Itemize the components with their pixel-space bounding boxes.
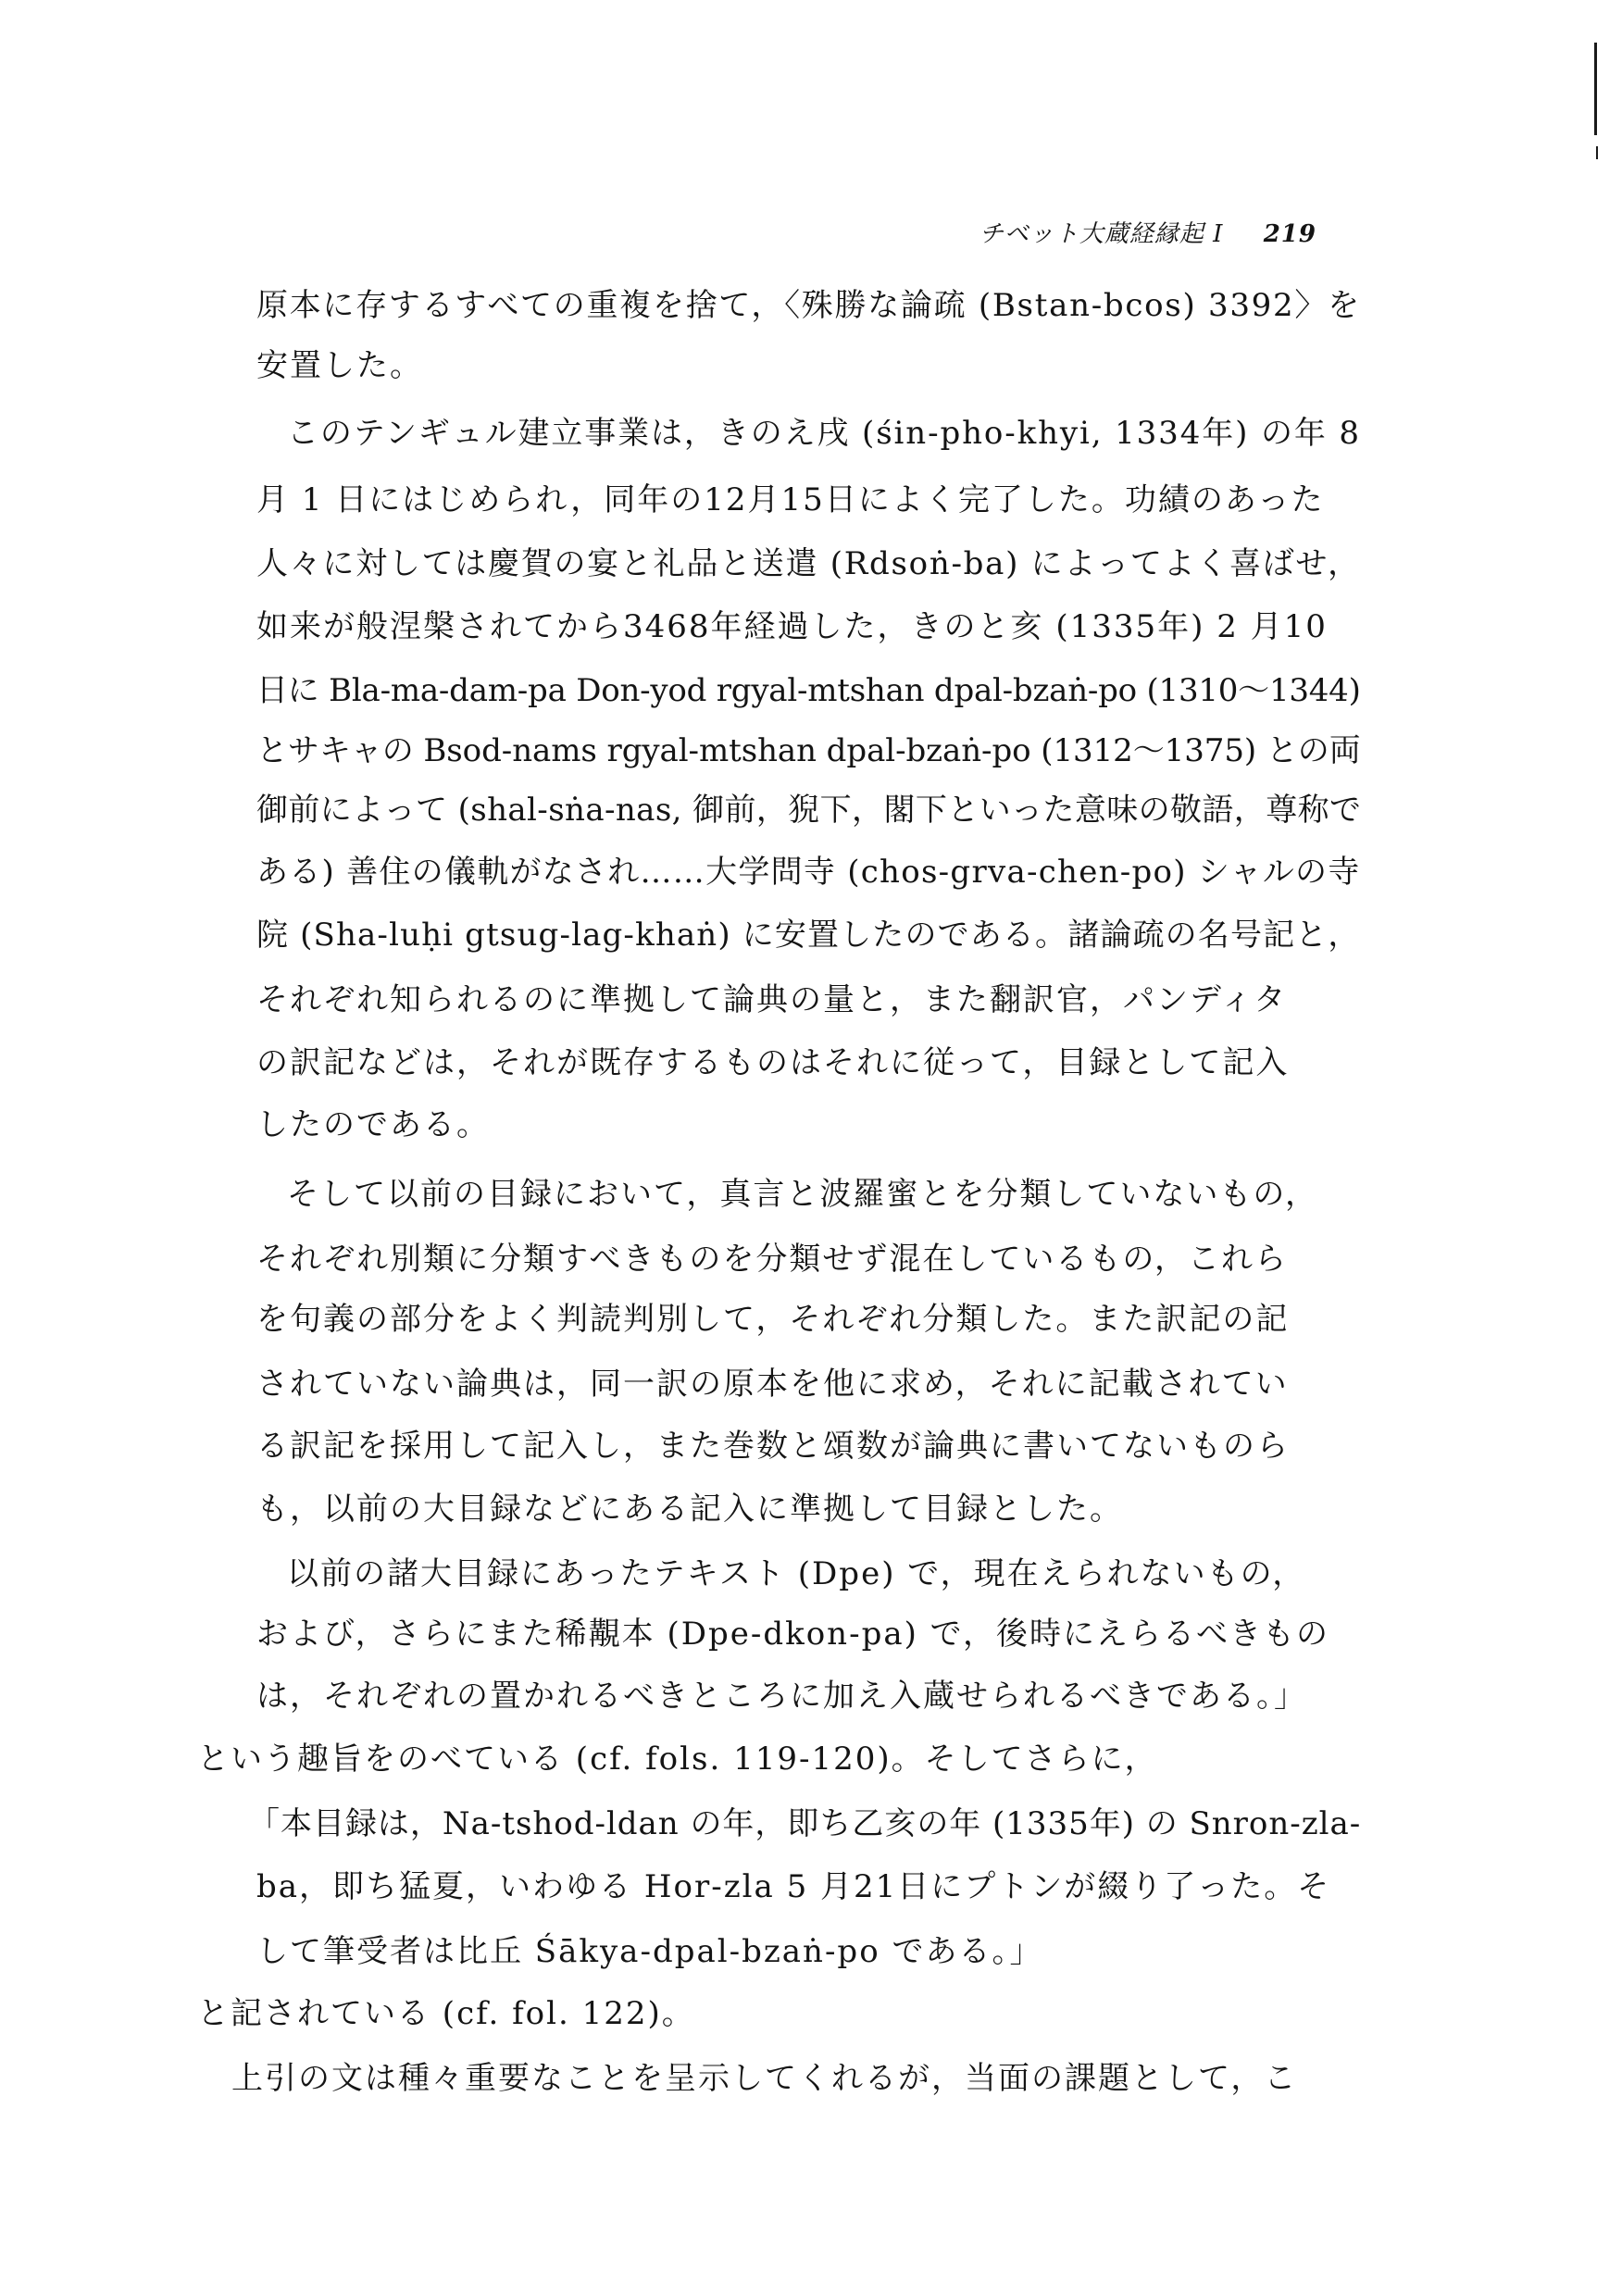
- text-line: 院 (Sha-luḥi gtsug-lag-khaṅ) に安置したのである。諸論疏の名号記と，: [256, 917, 1361, 954]
- scan-margin-mark: [1594, 43, 1597, 135]
- text-line: 原本に存するすべての重複を捨て，〈殊勝な論疏 (Bstan-bcos) 3392〉を: [256, 287, 1361, 324]
- text-line: して筆受者は比丘 Śākya-dpal-bzaṅ-po である。」: [256, 1933, 1043, 1970]
- text-line: と記されている (cf. fol. 122)。: [197, 1995, 695, 2032]
- text-line: は，それぞれの置かれるべきところに加え入蔵せられるべきである。」: [256, 1678, 1307, 1715]
- text-line: 如来が般涅槃されてから3468年経過した，きのと亥 (1335年) 2 月10: [256, 608, 1328, 645]
- running-header-title: チベット大蔵経縁起 I: [979, 220, 1224, 248]
- text-line: 安置した。: [256, 347, 423, 384]
- text-line: 上引の文は種々重要なことを呈示してくれるが，当面の課題として，こ: [231, 2060, 1298, 2097]
- text-line: そして以前の目録において，真言と波羅蜜とを分類していないもの，: [287, 1176, 1318, 1213]
- text-line: このテンギュル建立事業は，きのえ戌 (śin-pho-khyi, 1334年) の年 8: [287, 415, 1361, 452]
- text-line: 月 1 日にはじめられ，同年の12月15日によく完了した。功績のあった: [256, 481, 1325, 518]
- text-line: 「本目録は，Na-tshod-ldan の年，即ち乙亥の年 (1335年) の Snron-zla-: [248, 1805, 1362, 1842]
- text-line: も，以前の大目録などにある記入に準拠して目録とした。: [256, 1491, 1123, 1528]
- text-line: という趣旨をのべている (cf. fols. 119-120)。そしてさらに，: [197, 1741, 1158, 1778]
- running-header: [979, 215, 1316, 249]
- text-line: とサキャの Bsod-nams rgyal-mtshan dpal-bzaṅ-po (1312〜1375) との両: [256, 732, 1361, 769]
- text-line: る訳記を採用して記入し，また巻数と頌数が論典に書いてないものら: [256, 1428, 1290, 1465]
- scan-margin-mark-small: [1596, 146, 1598, 159]
- text-line: されていない論典は，同一訳の原本を他に求め，それに記載されてい: [256, 1366, 1289, 1403]
- text-line: したのである。: [256, 1106, 490, 1143]
- text-line: それぞれ知られるのに準拠して論典の量と，また翻訳官，パンディタ: [256, 981, 1288, 1018]
- text-line: を句義の部分をよく判読判別して，それぞれ分類した。また訳記の記: [256, 1301, 1290, 1338]
- text-line: の訳記などは，それが既存するものはそれに従って，目録として記入: [256, 1044, 1290, 1081]
- text-line: および，さらにまた稀覯本 (Dpe-dkon-pa) で，後時にえらるべきもの: [256, 1616, 1329, 1653]
- text-line: 御前によって (shal-sṅa-nas, 御前，猊下，閣下といった意味の敬語，尊称で: [256, 792, 1362, 829]
- text-line: 人々に対しては慶賀の宴と礼品と送遣 (Rdsoṅ-ba) によってよく喜ばせ，: [256, 545, 1361, 582]
- text-line: 以前の諸大目録にあったテキスト (Dpe) で，現在えられないもの，: [287, 1555, 1306, 1592]
- text-line: それぞれ別類に分類すべきものを分類せず混在しているもの，これら: [256, 1241, 1288, 1278]
- text-line: 日に Bla-ma-dam-pa Don-yod rgyal-mtshan dpal-bzaṅ-po (1310〜1344): [256, 672, 1361, 709]
- text-line: ある) 善住の儀軌がなされ……大学問寺 (chos-grva-chen-po) シャルの寺: [256, 854, 1361, 891]
- page-number: 219: [1263, 220, 1316, 248]
- text-line: ba，即ち猛夏，いわゆる Hor-zla 5 月21日にプトンが綴り了った。そ: [256, 1868, 1331, 1905]
